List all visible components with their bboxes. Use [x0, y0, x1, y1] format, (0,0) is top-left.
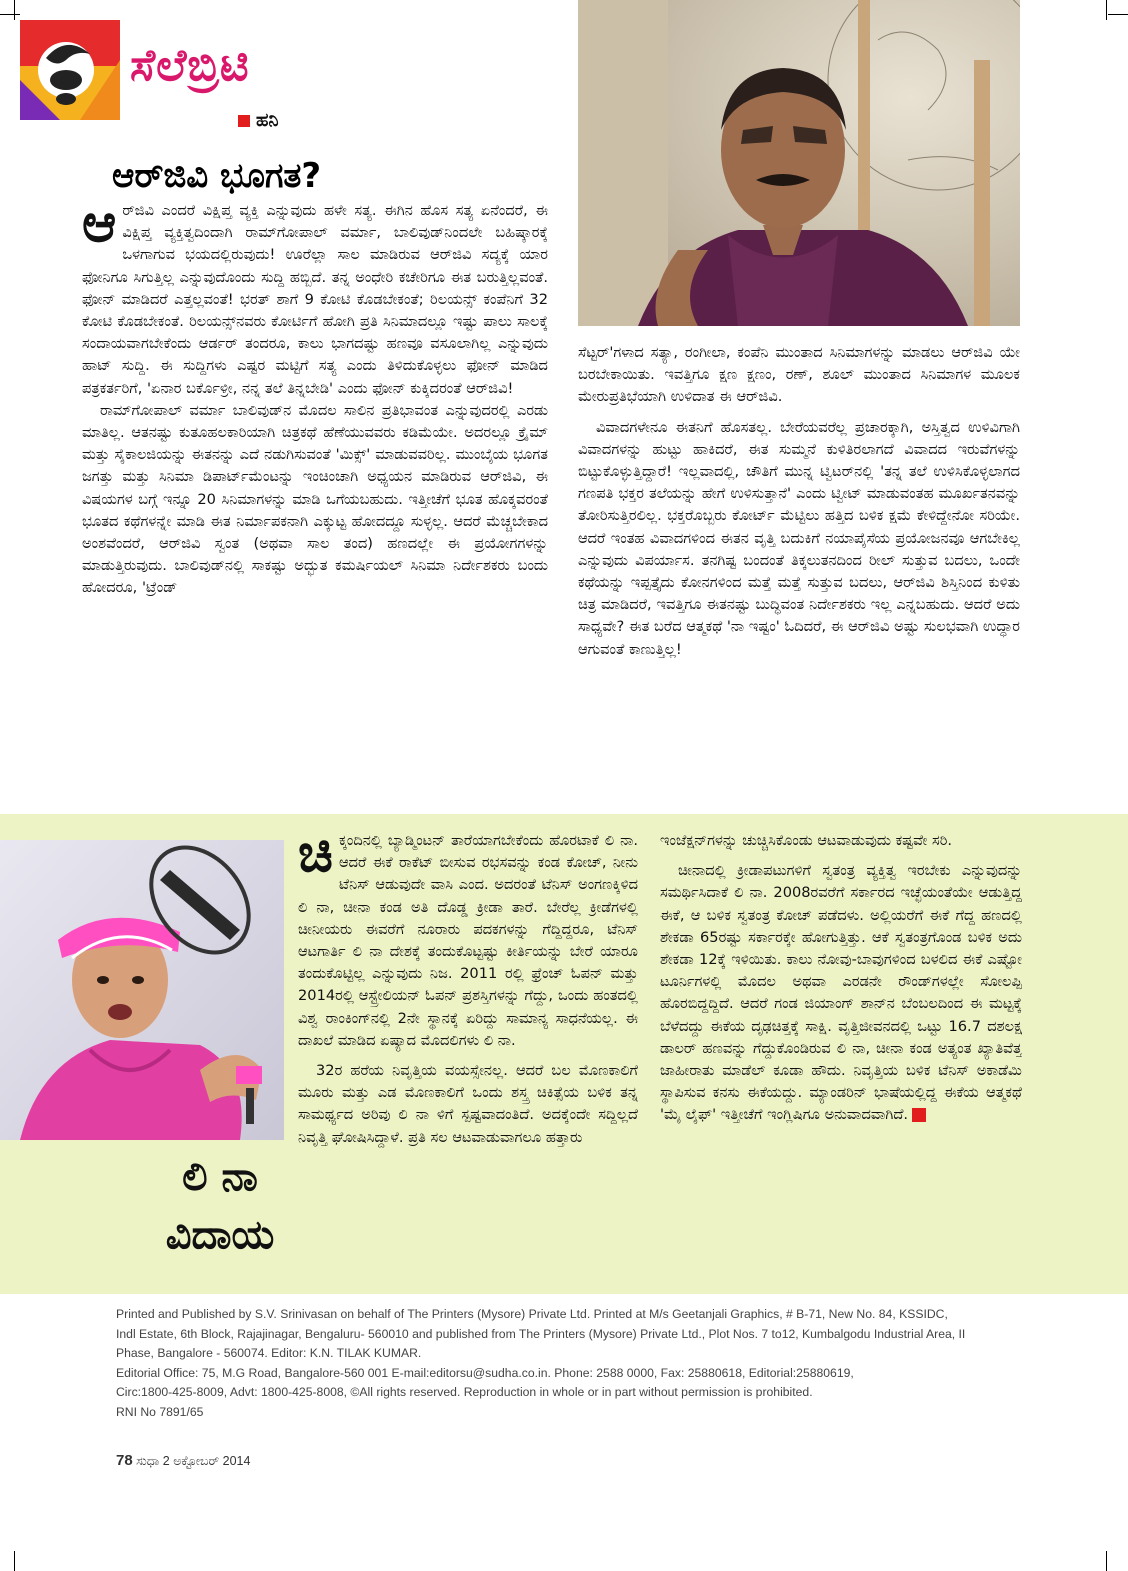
article2-paragraph: 32ರ ಹರೆಯ ನಿವೃತ್ತಿಯ ವಯಸ್ಸೇನಲ್ಲ. ಆದರೆ ಬಲ ಮೊಣಕಾಲಿಗೆ ಮೂರು ಮತ್ತು ಎಡ ಮೊಣಕಾಲಿಗೆ ಒಂದು ಶಸ್ತ್ರ ಚಿಕಿತ್ಸೆಯ ಬಳಿಕ ತನ್ನ ಸಾಮರ್ಥ್ಯದ ಅರಿವು ಲಿ ನಾ ಳಿಗೆ ಸ್ಪಷ್ಟವಾದಂತಿದೆ. ಅದಕ್ಕೆಂದೇ ಸದ್ದಿಲ್ಲದೆ ನಿವೃತ್ತಿ ಘೋಷಿಸಿದ್ದಾಳೆ. ಪ್ರತಿ ಸಲ ಆಟವಾಡುವಾಗಲೂ ಹತ್ತಾರು [298, 1062, 638, 1146]
article2-title-line: ಲಿ ನಾ [182, 1154, 258, 1200]
byline [238, 110, 278, 131]
article2-title [150, 1148, 290, 1264]
article1-paragraph: ರಾಮ್‌ಗೋಪಾಲ್ ವರ್ಮಾ ಬಾಲಿವುಡ್‌ನ ಮೊದಲ ಸಾಲಿನ ಪ್ರತಿಭಾವಂತ ಎನ್ನುವುದರಲ್ಲಿ ಎರಡು ಮಾತಿಲ್ಲ. ಆತನಷ್ಟು ಕುತೂಹಲಕಾರಿಯಾಗಿ ಚಿತ್ರಕಥೆ ಹೆಣೆಯುವವರು ಕಡಿಮೆಯೇ. ಅದರಲ್ಲೂ ಕ್ರೈಮ್ ಮತ್ತು ಸೈಕಾಲಜಿಯನ್ನು ಈತನನ್ನು ಎದೆ ನಡುಗಿಸುವಂತೆ 'ಮಿಕ್ಸ್' ಮಾಡುವವರಿಲ್ಲ. ಮುಂಬೈಯ ಭೂಗತ ಜಗತ್ತು ಮತ್ತು ಸಿನಿಮಾ ಡಿಪಾರ್ಟ್‌ಮೆಂಟನ್ನು ಇಂಚಿಂಚಾಗಿ ಅಧ್ಯಯನ ಮಾಡಿರುವ ಆರ್‌ಜಿವಿ, ಈ ವಿಷಯಗಳ ಬಗ್ಗೆ ಇನ್ನೂ 20 ಸಿನಿಮಾಗಳನ್ನು ಮಾಡಿ ಒಗೆಯಬಹುದು. ಇತ್ತೀಚೆಗೆ ಭೂತ ಹೊಕ್ಕವರಂತೆ ಭೂತದ ಕಥೆಗಳನ್ನೇ ಮಾಡಿ ಈತ ನಿರ್ಮಾಪಕನಾಗಿ ಎಕ್ಕುಟ್ಟ ಹೋದದ್ದೂ ಸುಳ್ಳಲ್ಲ. ಆದರೆ ಮೆಚ್ಚಬೇಕಾದ ಅಂಶವೆಂದರೆ, ಆರ್‌ಜಿವಿ ಸ್ವಂತ (ಅಥವಾ ಸಾಲ ತಂದ) ಹಣದಲ್ಲೇ ಈ ಪ್ರಯೋಗಗಳನ್ನು ಮಾಡುತ್ತಿರುವುದು. ಬಾಲಿವುಡ್‌ನಲ್ಲಿ ಸಾಕಷ್ಟು ಅದ್ಭುತ ಕಮರ್ಷಿಯಲ್ ಸಿನಿಮಾ ನಿರ್ದೇಶಕರು ಬಂದು ಹೋದರೂ, 'ಟ್ರೆಂಡ್ [82, 401, 548, 597]
drop-cap: ಆ [82, 200, 117, 254]
end-mark-icon [912, 1108, 926, 1122]
paragraph-text: ಕ್ಕಂದಿನಲ್ಲಿ ಬ್ಯಾಡ್ಮಿಂಟನ್ ತಾರೆಯಾಗಬೇಕೆಂದು ಹೊರಟಾಕೆ ಲಿ ನಾ. ಆದರೆ ಈಕೆ ರಾಕೆಟ್ ಬೀಸುವ ರಭಸವನ್ನು ಕಂಡ ಕೋಚ್, ನೀನು ಟೆನಿಸ್ ಆಡುವುದೇ ವಾಸಿ ಎಂದ. ಅದರಂತೆ ಟೆನಿಸ್ ಅಂಗಣಕ್ಕಿಳಿದ ಲಿ ನಾ, ಚೀನಾ ಕಂಡ ಅತಿ ದೊಡ್ಡ ಕ್ರೀಡಾ ತಾರೆ. ಬೇರೆಲ್ಲ ಕ್ರೀಡೆಗಳಲ್ಲಿ ಚೀನೀಯರು ಈವರೆಗೆ ನೂರಾರು ಪದಕಗಳನ್ನು ಗೆದ್ದಿದ್ದರೂ, ಟೆನಿಸ್ ಆಟಗಾರ್ತಿ ಲಿ ನಾ ದೇಶಕ್ಕೆ ತಂದುಕೊಟ್ಟಷ್ಟು ಕೀರ್ತಿಯನ್ನು ಬೇರೆ ಯಾರೂ ತಂದುಕೊಟ್ಟಿಲ್ಲ ಎನ್ನುವುದು ನಿಜ. 2011 ರಲ್ಲಿ ಫ್ರೆಂಚ್ ಓಪನ್ ಮತ್ತು 2014ರಲ್ಲಿ ಆಸ್ಟ್ರೇಲಿಯನ್ ಓಪನ್ ಪ್ರಶಸ್ತಿಗಳನ್ನು ಗೆದ್ದು, ಒಂದು ಹಂತದಲ್ಲಿ ವಿಶ್ವ ರಾಂಕಿಂಗ್‌ನಲ್ಲಿ 2ನೇ ಸ್ಥಾನಕ್ಕೆ ಏರಿದ್ದು ಸಾಮಾನ್ಯ ಸಾಧನೆಯಲ್ಲ. ಈ ದಾಖಲೆ ಮಾಡಿದ ಏಷ್ಯಾದ ಮೊದಲಿಗಳು ಲಿ ನಾ. [298, 832, 638, 1049]
magazine-name: ಸುಧಾ [136, 1454, 160, 1468]
section-title: ಸೆಲೆಬ್ರಿಟಿ [130, 40, 250, 91]
crop-mark [14, 0, 15, 20]
article2-left-column [298, 830, 638, 1290]
li-na-photo [0, 840, 284, 1140]
page-footer [116, 1452, 250, 1469]
article2-title-line: ವಿದಾಯ [165, 1212, 275, 1258]
paragraph-text: ಚೀನಾದಲ್ಲಿ ಕ್ರೀಡಾಪಟುಗಳಿಗೆ ಸ್ವತಂತ್ರ ವ್ಯಕ್ತಿತ್ವ ಇರಬೇಕು ಎನ್ನುವುದನ್ನು ಸಮರ್ಥಿಸಿದಾಕೆ ಲಿ ನಾ. 2008ರವರೆಗೆ ಸರ್ಕಾರದ ಇಚ್ಛೆಯಂತೆಯೇ ಆಡುತ್ತಿದ್ದ ಈಕೆ, ಆ ಬಳಿಕ ಸ್ವತಂತ್ರ ಕೋಚ್ ಪಡೆದಳು. ಅಲ್ಲಿಯರೆಗೆ ಈಕೆ ಗೆದ್ದ ಹಣದಲ್ಲಿ ಶೇಕಡಾ 65ರಷ್ಟು ಸರ್ಕಾರಕ್ಕೇ ಹೋಗುತ್ತಿತ್ತು. ಆಕೆ ಸ್ವತಂತ್ರಗೊಂಡ ಬಳಿಕ ಅದು ಶೇಕಡಾ 12ಕ್ಕೆ ಇಳಿಯಿತು. ಕಾಲು ನೋವು-ಬಾವುಗಳಿಂದ ಬಳಲಿದ ಈಕೆ ಎಷ್ಟೋ ಟೂರ್ನಿಗಳಲ್ಲಿ ಮೊದಲ ಅಥವಾ ಎರಡನೇ ರೌಂಡ್‌ಗಳಲ್ಲೇ ಸೋಲಪ್ಪಿ ಹೊರಬಿದ್ದದ್ದಿದೆ. ಆದರೆ ಗಂಡ ಜಿಯಾಂಗ್ ಶಾನ್‌ನ ಬೆಂಬಲದಿಂದ ಈ ಮಟ್ಟಕ್ಕೆ ಬೆಳೆದದ್ದು ಈಕೆಯ ದೃಢಚಿತ್ತಕ್ಕೆ ಸಾಕ್ಷಿ. ವೃತ್ತಿಜೀವನದಲ್ಲಿ ಒಟ್ಟು 16.7 ದಶಲಕ್ಷ ಡಾಲರ್ ಹಣವನ್ನು ಗೆದ್ದುಕೊಂಡಿರುವ ಲಿ ನಾ, ಚೀನಾ ಕಂಡ ಅತ್ಯಂತ ಖ್ಯಾತಿವೆತ್ತ ಜಾಹೀರಾತು ಮಾಡೆಲ್ ಕೂಡಾ ಹೌದು. ನಿವೃತ್ತಿಯ ಬಳಿಕ ಟೆನಿಸ್ ಅಕಾಡೆಮಿ ಸ್ಥಾಪಿಸುವ ಕನಸು ಈಕೆಯದ್ದು. ಮ್ಯಾಂಡರಿನ್ ಭಾಷೆಯಲ್ಲಿದ್ದ ಈಕೆಯ ಆತ್ಮಕಥೆ 'ಮೈ ಲೈಫ್' ಇತ್ತೀಚೆಗೆ ಇಂಗ್ಲಿಷಿಗೂ ಅನುವಾದವಾಗಿದೆ. [660, 862, 1022, 1124]
page-number: 78 [116, 1452, 133, 1469]
imprint-line: Circ:1800-425-8009, Advt: 1800-425-8008, ©All rights reserved. Reproduction in whole or in part without permission is prohibited. [116, 1385, 813, 1399]
paragraph-text: ರ್‌ಜಿವಿ ಎಂದರೆ ವಿಕ್ಷಿಪ್ತ ವ್ಯಕ್ತಿ ಎನ್ನುವುದು ಹಳೇ ಸತ್ಯ. ಈಗಿನ ಹೊಸ ಸತ್ಯ ಏನೆಂದರೆ, ಈ ವಿಕ್ಷಿಪ್ತ ವ್ಯಕ್ತಿತ್ವದಿಂದಾಗಿ ರಾಮ್‌ಗೋಪಾಲ್ ವರ್ಮಾ, ಬಾಲಿವುಡ್‌ನಿಂದಲೇ ಬಹಿಷ್ಕಾರಕ್ಕೆ ಒಳಗಾಗುವ ಭಯದಲ್ಲಿರುವುದು! ಊರೆಲ್ಲಾ ಸಾಲ ಮಾಡಿರುವ ಆರ್‌ಜಿವಿ ಸದ್ಯಕ್ಕೆ ಯಾರ ಫೋನಿಗೂ ಸಿಗುತ್ತಿಲ್ಲ ಎನ್ನುವುದೊಂದು ಸುದ್ದಿ ಹಬ್ಬಿದೆ. ತನ್ನ ಅಂಧೇರಿ ಕಚೇರಿಗೂ ಈತ ಬರುತ್ತಿಲ್ಲವಂತೆ. ಫೋನ್ ಮಾಡಿದರೆ ಎತ್ತಲ್ಲವಂತೆ! ಭರತ್ ಶಾಗೆ 9 ಕೋಟಿ ಕೊಡಬೇಕಂತೆ; ರಿಲಯನ್ಸ್ ಕಂಪೆನಿಗೆ 32 ಕೋಟಿ ಕೊಡಬೇಕಂತೆ. ರಿಲಯನ್ಸ್‌ನವರು ಕೋರ್ಟಿಗೆ ಹೋಗಿ ಪ್ರತಿ ಸಿನಿಮಾದಲ್ಲೂ ಇಷ್ಟು ಪಾಲು ಸಾಲಕ್ಕೆ ಸಂದಾಯವಾಗಬೇಕೆಂದು ಆರ್ಡರ್ ತಂದರೂ, ಕಾಲು ಭಾಗದಷ್ಟು ಹಣವೂ ವಸೂಲಾಗಿಲ್ಲ ಎನ್ನುವುದು ಹಾಟ್ ಸುದ್ದಿ. ಈ ಸುದ್ದಿಗಳು ಎಷ್ಟರ ಮಟ್ಟಿಗೆ ಸತ್ಯ ಎಂದು ತಿಳಿದುಕೊಳ್ಳಲು ಫೋನ್ ಮಾಡಿದ ಪತ್ರಕರ್ತರಿಗೆ, 'ಏನಾರ ಬರ್ಕೊಳ್ರೀ, ನನ್ನ ತಲೆ ತಿನ್ನಬೇಡಿ' ಎಂದು ಫೋನ್ ಕುಕ್ಕಿದರಂತೆ ಆರ್‌ಜಿವಿ! [82, 202, 548, 397]
crop-mark [1106, 1551, 1107, 1571]
article2-paragraph [298, 830, 638, 1052]
article1-paragraph: ವಿವಾದಗಳೇನೂ ಈತನಿಗೆ ಹೊಸತಲ್ಲ. ಬೇರೆಯವರೆಲ್ಲ ಪ್ರಚಾರಕ್ಕಾಗಿ, ಅಸ್ತಿತ್ವದ ಉಳಿವಿಗಾಗಿ ವಿವಾದಗಳನ್ನು ಹುಟ್ಟು ಹಾಕಿದರೆ, ಈತ ಸುಮ್ಮನೆ ಕುಳಿತಿರಲಾಗದೆ ವಿವಾದದ ಇರುವೆಗಳನ್ನು ಬಿಟ್ಟುಕೊಳ್ಳುತ್ತಿದ್ದಾರೆ! ಇಲ್ಲವಾದಲ್ಲಿ, ಚೌತಿಗೆ ಮುನ್ನ ಟ್ವಿಟರ್‌ನಲ್ಲಿ 'ತನ್ನ ತಲೆ ಉಳಿಸಿಕೊಳ್ಳಲಾಗದ ಗಣಪತಿ ಭಕ್ತರ ತಲೆಯನ್ನು ಹೇಗೆ ಉಳಿಸುತ್ತಾನೆ' ಎಂದು ಟ್ವೀಟ್ ಮಾಡುವಂತಹ ಮೂರ್ಖತನವನ್ನು ತೋರಿಸುತ್ತಿರಲಿಲ್ಲ. ಭಕ್ತರೊಬ್ಬರು ಕೋರ್ಟ್ ಮೆಟ್ಟಿಲು ಹತ್ತಿದ ಬಳಿಕ ಕ್ಷಮೆ ಕೇಳಿದ್ದೇನೋ ಸರಿಯೇ. ಆದರೆ ಇಂತಹ ವಿವಾದಗಳಿಂದ ಈತನ ವೃತ್ತಿ ಬದುಕಿಗೆ ನಯಾಪೈಸೆಯ ಪ್ರಯೋಜನವೂ ಆಗಬೇಕಿಲ್ಲ ಎನ್ನುವುದು ವಿಪರ್ಯಾಸ. ತನಗಿಷ್ಟ ಬಂದಂತೆ ತಿಕ್ಕಲುತನದಿಂದ ರೀಲ್ ಸುತ್ತುವ ಬದಲು, ಒಂದೇ ಕಥೆಯನ್ನು ಇಪ್ಪತ್ತೈದು ಕೋನಗಳಿಂದ ಮತ್ತೆ ಮತ್ತೆ ಸುತ್ತುವ ಬದಲು, ಆರ್‌ಜಿವಿ ಶಿಸ್ತಿನಿಂದ ಕುಳಿತು ಚಿತ್ರ ಮಾಡಿದರೆ, ಇವತ್ತಿಗೂ ಈತನಷ್ಟು ಬುದ್ಧಿವಂತ ನಿರ್ದೇಶಕರು ಇಲ್ಲ ಎನ್ನಬಹುದು. ಆದರೆ ಅದು ಸಾಧ್ಯವೇ? ಈತ ಬರೆದ ಆತ್ಮಕಥೆ 'ನಾ ಇಷ್ಟಂ' ಓದಿದರೆ, ಈ ಆರ್‌ಜಿವಿ ಅಷ್ಟು ಸುಲಭವಾಗಿ ಉದ್ಧಾರ ಆಗುವಂತೆ ಕಾಣುತ್ತಿಲ್ಲ! [578, 418, 1020, 658]
article2-paragraph [660, 860, 1022, 1126]
article1-left-column [82, 200, 548, 806]
article1-paragraph [82, 200, 548, 400]
article2-right-column [660, 830, 1022, 1290]
issue-date: 2 ಅಕ್ಟೋಬರ್ 2014 [162, 1454, 251, 1468]
imprint-line: Phase, Bangalore - 560074. Editor: K.N. TILAK KUMAR. [116, 1346, 422, 1360]
rgv-photo [578, 0, 1020, 326]
crop-mark [1108, 14, 1128, 15]
byline-name: ಹನಿ [256, 110, 279, 131]
article1-paragraph: ಸೆಟ್ಟರ್'ಗಳಾದ ಸತ್ಯಾ, ರಂಗೀಲಾ, ಕಂಪೆನಿ ಮುಂತಾದ ಸಿನಿಮಾಗಳನ್ನು ಮಾಡಲು ಆರ್‌ಜಿವಿ ಯೇ ಬರಬೇಕಾಯಿತು. ಇವತ್ತಿಗೂ ಕ್ಷಣ ಕ್ಷಣಂ, ರಣ್, ಶೂಲ್ ಮುಂತಾದ ಸಿನಿಮಾಗಳ ಮೂಲಕ ಮೇರುಪ್ರತಿಭೆಯಾಗಿ ಉಳಿದಾತ ಈ ಆರ್‌ಜಿವಿ. [578, 344, 1020, 406]
imprint-footer [116, 1305, 1016, 1422]
imprint-line: Editorial Office: 75, M.G Road, Bangalore-560 001 E-mail:editorsu@sudha.co.in. Phone: 2588 0000, Fax: 25880618, Editorial:25880619, [116, 1365, 854, 1380]
drop-cap: ಚಿ [298, 830, 333, 884]
red-square-icon [238, 115, 250, 127]
crop-mark [0, 14, 20, 15]
section-logo [20, 20, 120, 120]
article2-paragraph: ಇಂಜೆಕ್ಷನ್‌ಗಳನ್ನು ಚುಚ್ಚಿಸಿಕೊಂಡು ಆಟವಾಡುವುದು ಕಷ್ಟವೇ ಸರಿ. [660, 832, 953, 849]
article-headline: ಆರ್‌ಜಿವಿ ಭೂಗತ? [112, 156, 322, 196]
article1-right-column [578, 342, 1020, 806]
crop-mark [1106, 0, 1107, 20]
imprint-line: RNI No 7891/65 [116, 1404, 204, 1419]
crop-mark [14, 1551, 15, 1571]
imprint-line: Indl Estate, 6th Block, Rajajinagar, Bengaluru- 560010 and published from The Printers (Mysore) Private Ltd., Plot Nos. 7 to12, Kumbalgodu Industrial Area, II [116, 1326, 966, 1341]
imprint-line: Printed and Published by S.V. Srinivasan on behalf of The Printers (Mysore) Private Ltd. Printed at M/s Geetanjali Graphics, # B-71, New No. 84, KSSIDC, [116, 1307, 948, 1321]
